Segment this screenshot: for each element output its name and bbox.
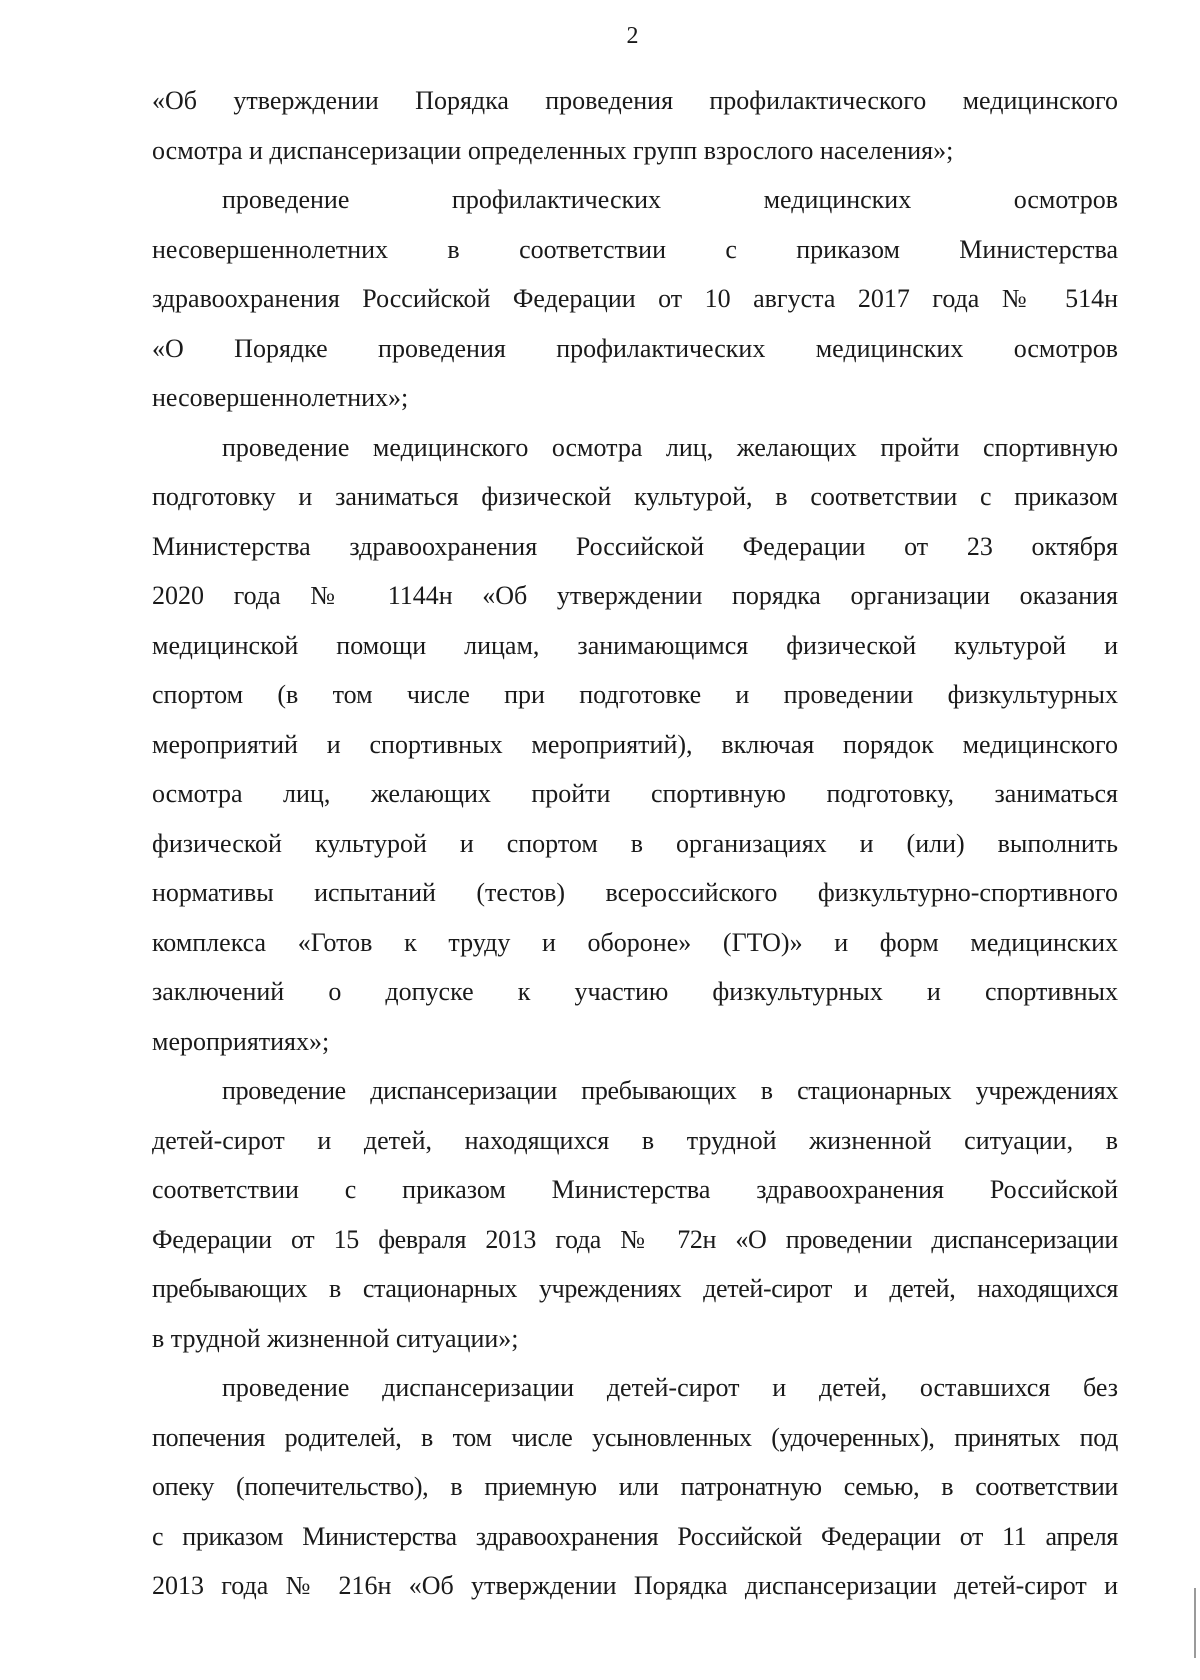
text-line: комплекса «Готов к труду и обороне» (ГТО)» и форм медицинских: [152, 927, 1118, 957]
text-line: 2020 года № 1144н «Об утверждении порядка организации оказания: [152, 581, 1118, 610]
text-line: мероприятиях»;: [152, 1026, 330, 1056]
paragraph-3: [152, 423, 1118, 1067]
text-line: проведение профилактических медицинских осмотров: [222, 185, 1118, 214]
text-line: мероприятий и спортивных мероприятий), включая порядок медицинского: [152, 729, 1118, 759]
text-line: физической культурой и спортом в организациях и (или) выполнить: [152, 828, 1118, 858]
text-line: здравоохранения Российской Федерации от 10 августа 2017 года № 514н: [152, 284, 1118, 313]
page-number: 2: [626, 23, 639, 49]
text-line: проведение диспансеризации детей-сирот и детей, оставшихся без: [222, 1373, 1118, 1402]
text-line: заключений о допуске к участию физкультурных и спортивных: [152, 977, 1118, 1006]
text-line: медицинской помощи лицам, занимающимся физической культурой и: [152, 630, 1118, 660]
text-line: спортом (в том числе при подготовке и проведении физкультурных: [152, 680, 1118, 709]
paragraph-1: [152, 76, 1118, 175]
text-line: осмотра и диспансеризации определенных групп взрослого населения»;: [152, 135, 954, 165]
text-line: попечения родителей, в том числе усыновленных (удочеренных), принятых под: [152, 1422, 1118, 1452]
text-line: проведение диспансеризации пребывающих в стационарных учреждениях: [222, 1076, 1118, 1105]
text-line: несовершеннолетних»;: [152, 383, 409, 412]
text-line: Министерства здравоохранения Российской Федерации от 23 октября: [152, 531, 1118, 561]
text-line: нормативы испытаний (тестов) всероссийского физкультурно-спортивного: [152, 878, 1118, 907]
text-line: осмотра лиц, желающих пройти спортивную подготовку, заниматься: [152, 779, 1118, 808]
text-line: с приказом Министерства здравоохранения Российской Федерации от 11 апреля: [152, 1521, 1118, 1551]
scan-edge-mark: [1194, 1588, 1196, 1658]
text-line: соответствии с приказом Министерства здравоохранения Российской: [152, 1175, 1118, 1204]
text-line: «О Порядке проведения профилактических медицинских осмотров: [152, 333, 1118, 363]
paragraph-2: [152, 175, 1118, 423]
text-line: детей-сирот и детей, находящихся в трудной жизненной ситуации, в: [152, 1125, 1118, 1155]
text-line: 2013 года № 216н «Об утверждении Порядка диспансеризации детей-сирот и: [152, 1571, 1118, 1600]
document-body: [152, 76, 1118, 1611]
text-line: несовершеннолетних в соответствии с приказом Министерства: [152, 234, 1118, 264]
text-line: подготовку и заниматься физической культурой, в соответствии с приказом: [152, 482, 1118, 511]
text-line: Федерации от 15 февраля 2013 года № 72н «О проведении диспансеризации: [152, 1224, 1118, 1254]
text-line: проведение медицинского осмотра лиц, желающих пройти спортивную: [222, 432, 1118, 462]
paragraph-5: [152, 1363, 1118, 1611]
text-line: пребывающих в стационарных учреждениях детей-сирот и детей, находящихся: [152, 1274, 1118, 1303]
text-line: «Об утверждении Порядка проведения профилактического медицинского: [152, 86, 1118, 115]
paragraph-4: [152, 1066, 1118, 1363]
text-line: опеку (попечительство), в приемную или патронатную семью, в соответствии: [152, 1472, 1118, 1501]
text-line: в трудной жизненной ситуации»;: [152, 1323, 519, 1353]
